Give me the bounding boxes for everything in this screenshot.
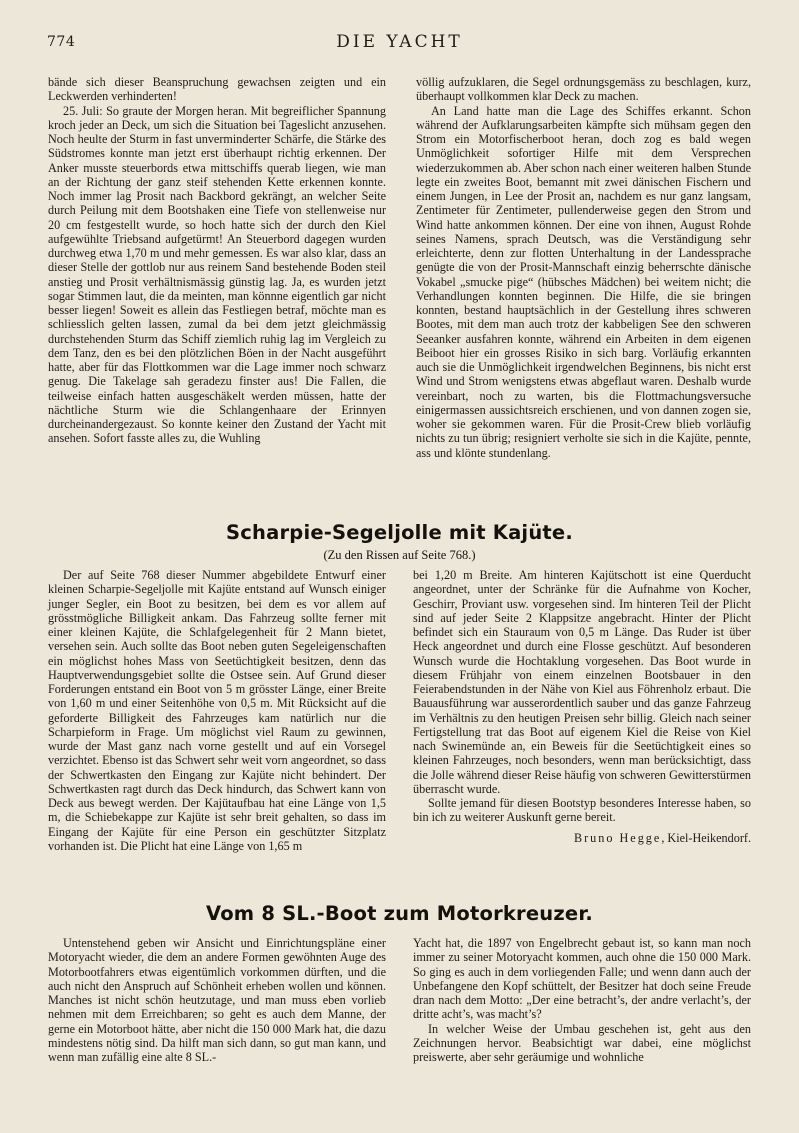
journal-title: DIE YACHT (336, 32, 463, 52)
paragraph: völlig aufzuklaren, die Segel ordnungsgemäss zu beschlagen, kurz, überhaupt vollkommen klar Deck zu machen. (416, 75, 751, 104)
author-signature (413, 831, 751, 845)
paragraph: bei 1,20 m Breite. Am hinteren Kajütschott ist eine Querducht angeordnet, unter der Schränke für die Aufnahme von Kocher, Geschirr, Proviant usw. vorgesehen sind. Im hinteren Teil der Plicht sind auf jeder Seite 2 Klappsitze angebracht. Hinter der Plicht befindet sich ein Stauraum von 0,5 m Länge. Das Ruder ist über Heck angeordnet und durch eine Flosse geschützt. Auf besonderen Wunsch wurde die Hochtaklung vorgesehen. Das Boot wurde in diesem Frühjahr von einem einzelnen Bootsbauer in den Feierabendstunden in der Nähe von Kiel aus Föhrenholz erbaut. Die Bauausführung war ausserordentlich sauber und das ganze Fahrzeug im Verhältnis zu den heutigen Preisen sehr billig. Gleich nach seiner Fertigstellung trat das Boot auf eigenem Kiel die Reise von Kiel nach Swinemünde an, ein Beweis für die Seetüchtigkeit eines so kleinen Fahrzeuges, noch besonders, wenn man berücksichtigt, dass die Jolle während dieser Reise häufig von schweren Gewitterstürmen überrascht wurde. (413, 568, 751, 796)
article-right-column (413, 568, 751, 845)
paragraph: Der auf Seite 768 dieser Nummer abgebildete Entwurf einer kleinen Scharpie-Segeljolle mit Kajüte entstand auf Wunsch einiger junger Segler, ein Boot zu besitzen, bei dem es vor allem auf grösstmögliche Billigkeit ankam. Das Fahrzeug sollte ferner mit einer kleinen Kajüte, die Schlafgelegenheit für 2 Mann bietet, versehen sein. Auch sollte das Boot neben guten Segeleigenschaften ein möglichst hohes Mass von Seetüchtigkeit besitzen, denn das Hauptverwendungsgebiet sollte die Ostsee sein. Auf Grund dieser Forderungen entstand ein Boot von 5 m grösster Länge, einer Breite von 1,60 m und einer Seitenhöhe von 0,5 m. Mit Rücksicht auf die geforderte Billigkeit des Fahrzeuges kam natürlich nur die Scharpieform in Frage. Um möglichst viel Raum zu gewinnen, wurde der Mast ganz nach vorne gestellt und auf ein Vorsegel verzichtet. Ebenso ist das Schwert sehr weit vorn angeordnet, so dass der Schwertkasten den Eingang zur Kajüte nicht behindert. Der Schwertkasten ragt durch das Deck hindurch, das Schwert kann von Deck aus bewegt werden. Der Kajütaufbau hat eine Länge von 1,5 m, die Schiebekappe zur Kajüte ist sehr breit gehalten, so dass im Eingang der Kajüte für eine Person ein geschützter Sitzplatz vorhanden ist. Die Plicht hat eine Länge von 1,65 m (48, 568, 386, 853)
article-left-column (48, 936, 386, 1064)
running-header (0, 32, 799, 56)
article-title: Scharpie-Segeljolle mit Kajüte. (226, 521, 573, 544)
article-left-column (48, 568, 386, 853)
paragraph: Untenstehend geben wir Ansicht und Einrichtungspläne einer Motoryacht wieder, die dem an andere Formen gewöhnten Auge des Motorbootfahrers etwas eigentümlich vorkommen dürften, und die auch nicht den Anspruch auf Schönheit erheben wollen und können. Manches ist nicht schön heutzutage, und man muss eben vorlieb nehmen mit dem Erreichbaren; so geht es auch dem Manne, der gerne ein Motorboot hätte, aber nicht die 150 000 Mark hat, die dazu mindestens nötig sind. Da hilft man sich dann, so gut man kann, und wenn man zufällig eine alte 8 SL.- (48, 936, 386, 1064)
author-place: , Kiel-Heikendorf. (661, 830, 751, 845)
author-name: Bruno Hegge (573, 830, 662, 845)
paragraph: 25. Juli: So graute der Morgen heran. Mit begreiflicher Spannung kroch jeder an Deck, um sich die Situation bei Tageslicht anzusehen. Noch heulte der Sturm in fast unverminderter Schärfe, die Stärke des Südstromes konnte man jetzt erst überhaupt richtig erkennen. Der Anker musste steuerbords etwa mittschiffs querab liegen, wie man an der Richtung der ganz steif stehenden Kette erkennen konnte. Noch immer lag Prosit nach Backbord gekrängt, an welcher Seite durch Peilung mit dem Bootshaken eine Tiefe von stellenweise nur 20 cm festgestellt wurde, so hoch hatte sich der durch den Kiel aufgewühlte Triebsand aufgetürmt! An Steuerbord dagegen wurden durchweg etwa 1,70 m und mehr gemessen. Es war also klar, dass an dieser Stelle der gottlob nur aus reinem Sand bestehende Boden steil anstieg und Prosit verhältnismässig günstig lag. Ja, es wurden jetzt sogar Stimmen laut, die da meinten, man könnne eigentlich gar nicht besser liegen! Soweit es allein das Festliegen betraf, möchte man es schliesslich gelten lassen, zumal da bei dem jetzt gleichmässig durchstehenden Sturm das Schiff ziemlich ruhig lag im Vergleich zu dem Tanz, den es bei den plötzlichen Böen in der Nacht ausgeführt hatte, aber für das Flottkommen war die Lage immer noch schwarz genug. Die Takelage sah geradezu finster aus! Die Fallen, die teilweise einfach hatten ausgeschäkelt werden müssen, hatte der nächtliche Sturm wie die Schlangenhaare der Erinnyen durcheinandergezaust. So konnte keiner den Zustand der Yacht mit ansehen. Sofort fasste alles zu, die Wuhling (48, 103, 386, 446)
article-right-column (413, 936, 751, 1064)
article-subtitle: (Zu den Rissen auf Seite 768.) (323, 548, 476, 562)
paragraph: An Land hatte man die Lage des Schiffes erkannt. Schon während der Aufklarungsarbeiten kämpfte sich mühsam gegen den Strom ein Motorfischerboot heran, doch zog es bald wegen Unmöglichkeit sofortiger Hilfe mit dem Versprechen wiederzukommen ab. Aber schon nach einer weiteren halben Stunde legte ein zweites Boot, bemannt mit zwei dänischen Fischern und einem Jungen, in Lee der Prosit an, nachdem es nur ganz langsam, Zentimeter für Zentimeter, pullenderweise gegen den Strom und Wind hatte ankommen können. Der eine von ihnen, August Rohde seines Namens, sprach Deutsch, was die Verständigung sehr erleichterte, denn zur flotten Unterhaltung in der Landessprache genügte die von der Prosit-Mannschaft einzig beherrschte dänische Vokabel „smucke pige“ (hübsches Mädchen) bei weitem nicht; die Verhandlungen konnten beginnen. Die Hilfe, die sie bringen konnten, bestand hauptsächlich in der Gestellung ihres schweren Bootes, mit dem man auch trotz der kabbeligen See den schweren Seeanker ausfahren konnte, während ein Arbeiten in dem eigenen Beiboot hier ein grosses Risiko in sich barg. Vorläufig erkannten auch sie die Unmöglichkeit irgendwelchen Beginnens, bis nicht erst Wind und Strom wenigstens etwas abgeflaut waren. Deshalb wurde vereinbart, noch zu warten, bis die Flottmachungsversuche einigermassen aussichtsreich erschienen, und von dannen zogen sie, woher sie gekommen waren. Für die Prosit-Crew blieb vorläufig nichts zu tun übrig; resigniert verholte sie sich in die Kajüte, pennte, ass und klönte stundenlang. (416, 103, 751, 460)
continued-story-left-column (48, 75, 386, 446)
paragraph: Sollte jemand für diesen Bootstyp besonderes Interesse haben, so bin ich zu weiterer Auskunft gerne bereit. (413, 796, 751, 825)
continued-story-right-column (416, 75, 751, 460)
paragraph: In welcher Weise der Umbau geschehen ist, geht aus den Zeichnungen hervor. Beabsichtigt war dabei, eine möglichst preiswerte, aber sehr geräumige und wohnliche (413, 1021, 751, 1064)
page-number: 774 (47, 34, 76, 50)
paragraph: bände sich dieser Beanspruchung gewachsen zeigten und ein Leckwerden verhinderten! (48, 75, 386, 104)
article-title: Vom 8 SL.-Boot zum Motorkreuzer. (205, 902, 593, 925)
paragraph: Yacht hat, die 1897 von Engelbrecht gebaut ist, so kann man noch immer zu seiner Motoryacht kommen, auch ohne die 150 000 Mark. So ging es auch in dem vorliegenden Falle; und wenn dann auch der Unbefangene den Kopf schüttelt, der Besitzer hat doch seine Freude dran nach dem Motto: „Der eine betracht’s, der andre verlacht’s, der dritte acht’s, was macht’s? (413, 936, 751, 1022)
